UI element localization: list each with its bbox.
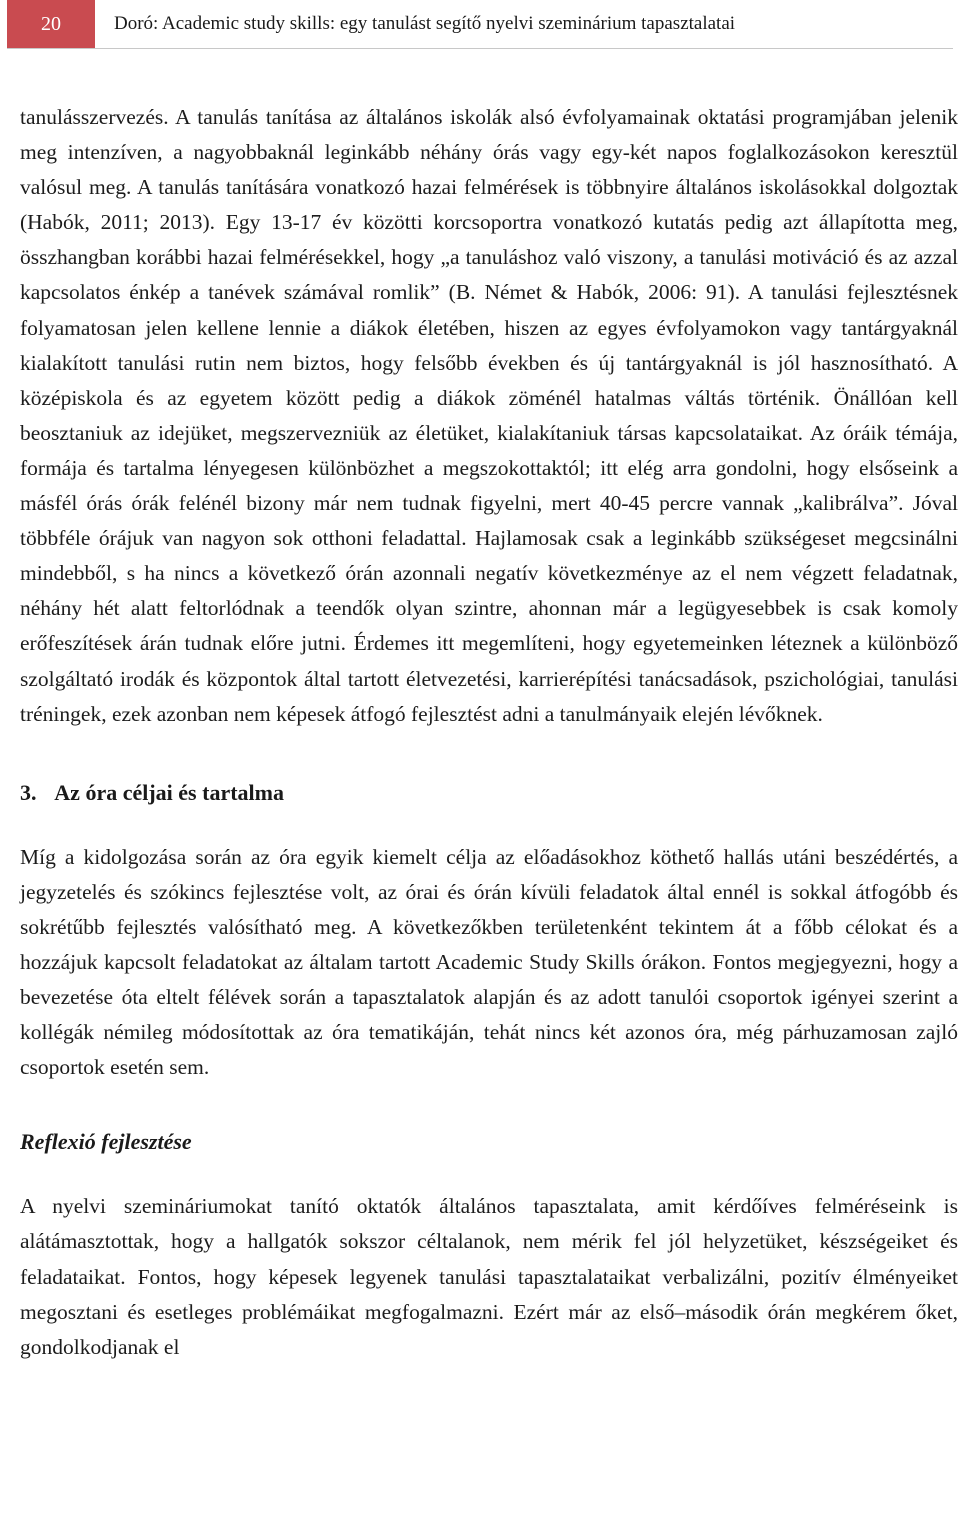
page-number-badge: 20 (7, 0, 95, 48)
body-paragraph: A nyelvi szemináriumokat tanító oktatók általános tapasztalata, amit kérdőíves felméréseink is alátámasztottak, hogy a hallgatók sokszor céltalanok, nem mérik fel jól helyzetüket, készségeiket és feladataikat. Fontos, hogy képesek legyenek tanulási tapasztalataikat verbalizálni, pozitív élményeiket megosztani és esetleges problémáikat megfogalmazni. Ezért már az első–második órán megkérem őket, gondolkodjanak el (20, 1194, 958, 1359)
body-paragraph: tanulásszervezés. A tanulás tanítása az általános iskolák alsó évfolyamainak oktatási programjában jelenik meg intenzíven, a nagyobbaknál leginkább néhány órás vagy egy-két napos foglalkozásokon keresztül valósul meg. A tanulás tanítására vonatkozó hazai felmérések is többnyire általános iskolásokkal dolgoztak (Habók, 2011; 2013). Egy 13-17 év közötti korcsoportra vonatkozó kutatás pedig azt állapította meg, összhangban korábbi hazai felmérésekkel, hogy „a tanuláshoz való viszony, a tanulási motiváció és az azzal kapcsolatos énkép a tanévek számával romlik” (B. Német & Habók, 2006: 91). A tanulási fejlesztésnek folyamatosan jelen kellene lennie a diákok életében, hiszen az egyes évfolyamokon vagy tantárgyaknál kialakított tanulási rutin nem biztos, hogy felsőbb években és új tantárgyaknál is jól hasznosítható. A középiskola és az egyetem között pedig a diákok zöménél hatalmas váltás történik. Önállóan kell beosztaniuk az idejüket, megszervezniük az életüket, kialakítaniuk társas kapcsolataikat. Az óráik témája, formája és tartalma lényegesen különbözhet a megszokottaktól; itt elég arra gondolni, hogy elsőseink a másfél órás órák felénél bizony már nem tudnak figyelni, mert 40-45 percre vannak „kalibrálva”. Jóval többféle órájuk van nagyon sok otthoni feladattal. Hajlamosak csak a leginkább szükségeset megcsinálni mindebből, s ha nincs a következő órán azonnali negatív következménye az el nem végzett feladatnak, néhány hét alatt feltorlódnak a teendők olyan szintre, ahonnan már a legügyesebbek is csak komoly erőfeszítések árán tudnak előre jutni. Érdemes itt megemlíteni, hogy egyetemeinken léteznek a különböző szolgáltató irodák és központok által tartott életvezetési, karrierépítési tanácsadások, pszichológiai, tanulási tréningek, ezek azonban nem képesek átfogó fejlesztést adni a tanulmányaik elején lévőknek. (20, 105, 958, 726)
page-header (7, 0, 953, 49)
article-body (20, 100, 958, 1365)
section-title: Az óra céljai és tartalma (54, 779, 284, 805)
subsection-heading: Reflexió fejlesztése (20, 1129, 192, 1155)
section-heading (20, 776, 958, 810)
section-number: 3. (20, 779, 37, 805)
running-title: Doró: Academic study skills: egy tanulást segítő nyelvi szeminárium tapasztalatai (114, 13, 736, 34)
body-paragraph: Míg a kidolgozása során az óra egyik kiemelt célja az előadásokhoz köthető hallás utáni beszédértés, a jegyzetelés és szókincs fejlesztése volt, az órai és órán kívüli feladatok által ennél is sokkal átfogóbb és sokrétűbb fejlesztés valósítható meg. A következőkben területenként tekintem át a főbb célokat és a hozzájuk kapcsolt feladatokat az általam tartott Academic Study Skills órákon. Fontos megjegyezni, hogy a bevezetése óta eltelt félévek során a tapasztalatok alapján és az adott tanulói csoportok igényei szerint a kollégák némileg módosítottak az óra tematikáján, tehát nincs két azonos óra, még párhuzamosan zajló csoportok esetén sem. (20, 844, 958, 1080)
